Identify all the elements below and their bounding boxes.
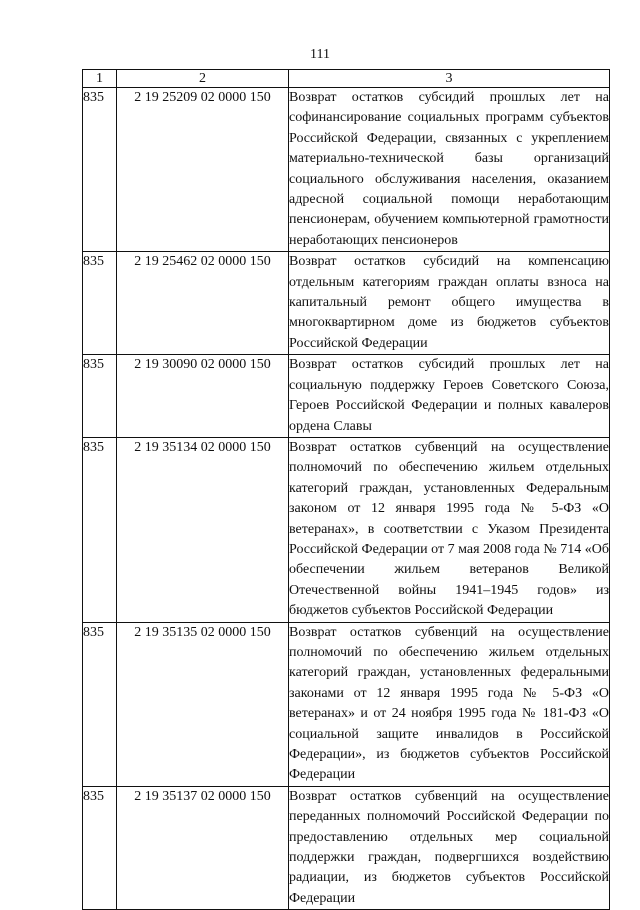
description-cell: Возврат остатков субсидий прошлых лет на социальную поддержку Героев Советского Союза, Героев Российской Федерации и полных кавалеров ордена Славы — [289, 355, 610, 438]
budget-code-cell: 2 19 25209 02 0000 150 — [117, 88, 289, 252]
budget-code-cell: 2 19 30090 02 0000 150 — [117, 355, 289, 438]
table-row — [83, 355, 610, 438]
admin-code-cell: 835 — [83, 786, 117, 909]
table-row — [83, 622, 610, 786]
column-header-2: 2 — [117, 70, 289, 88]
description-cell: Возврат остатков субвенций на осуществление переданных полномочий Российской Федерации по предоставлению отдельных мер социальной поддержки граждан, подвергшихся воздействию радиации, из бюджетов субъектов Российской Федерации — [289, 786, 610, 909]
description-cell: Возврат остатков субсидий прошлых лет на софинансирование социальных программ субъектов Российской Федерации, связанных с укреплением материально-технической базы организаций социального обслуживания населения, оказанием адресной социальной помощи неработающим пенсионерам, обучением компьютерной грамотности неработающих пенсионеров — [289, 88, 610, 252]
column-header-1: 1 — [83, 70, 117, 88]
budget-codes-table — [82, 69, 610, 910]
budget-code-cell: 2 19 35134 02 0000 150 — [117, 437, 289, 622]
admin-code-cell: 835 — [83, 355, 117, 438]
admin-code-cell: 835 — [83, 252, 117, 355]
admin-code-cell: 835 — [83, 88, 117, 252]
description-cell: Возврат остатков субвенций на осуществление полномочий по обеспечению жильем отдельных категорий граждан, установленных федеральными законами от 12 января 1995 года № 5-ФЗ «О ветеранах» и от 24 ноября 1995 года № 181-ФЗ «О социальной защите инвалидов в Российской Федерации», из бюджетов субъектов Российской Федерации — [289, 622, 610, 786]
description-cell: Возврат остатков субвенций на осуществление полномочий по обеспечению жильем отдельных категорий граждан, установленных Федеральным законом от 12 января 1995 года № 5-ФЗ «О ветеранах», в соответствии с Указом Президента Российской Федерации от 7 мая 2008 года № 714 «Об обеспечении жильем ветеранов Великой Отечественной войны 1941–1945 годов» из бюджетов субъектов Российской Федерации — [289, 437, 610, 622]
budget-code-cell: 2 19 35135 02 0000 150 — [117, 622, 289, 786]
table-row — [83, 252, 610, 355]
description-cell: Возврат остатков субсидий на компенсацию отдельным категориям граждан оплаты взноса на капитальный ремонт общего имущества в многоквартирном доме из бюджетов субъектов Российской Федерации — [289, 252, 610, 355]
column-header-3: 3 — [289, 70, 610, 88]
table-row — [83, 786, 610, 909]
budget-code-cell: 2 19 25462 02 0000 150 — [117, 252, 289, 355]
page-number: 111 — [310, 47, 330, 62]
budget-code-cell: 2 19 35137 02 0000 150 — [117, 786, 289, 909]
admin-code-cell: 835 — [83, 622, 117, 786]
table-row — [83, 88, 610, 252]
table-header-row — [83, 70, 610, 88]
admin-code-cell: 835 — [83, 437, 117, 622]
table-row — [83, 437, 610, 622]
